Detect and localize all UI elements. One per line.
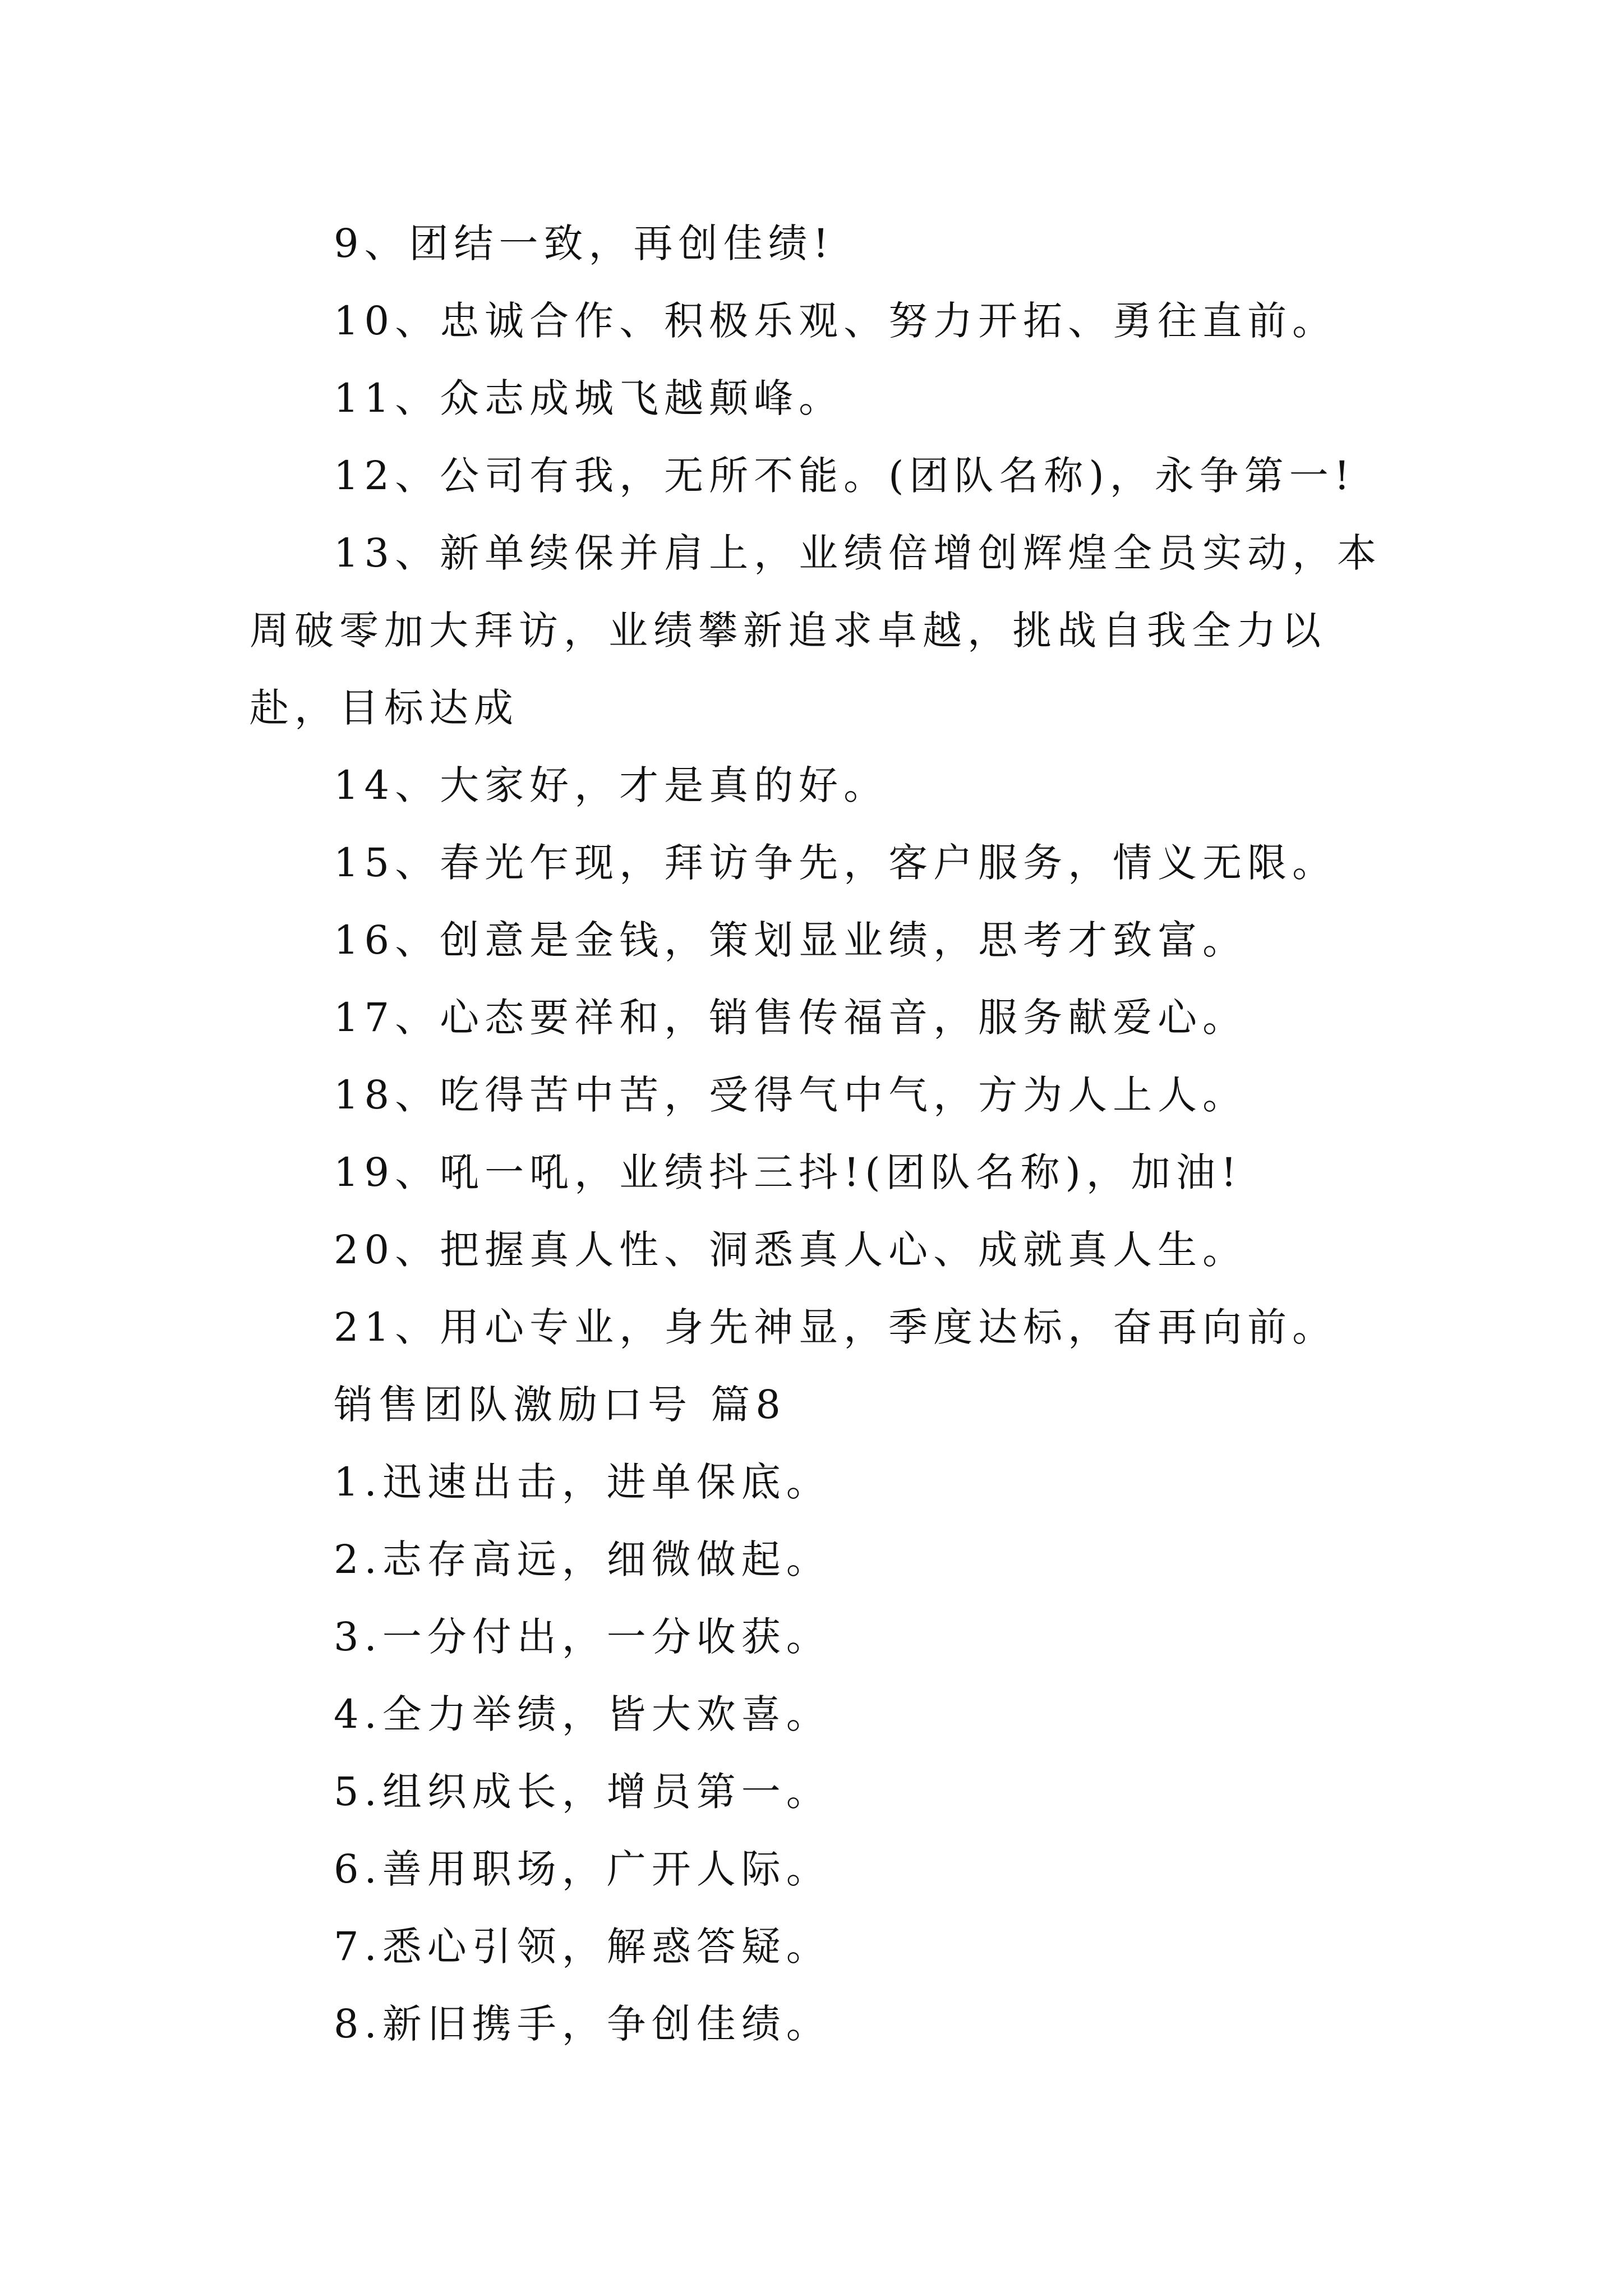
list-item: 21、用心专业，身先神显，季度达标，奋再向前。 [334,1304,1338,1350]
list-item: 16、创意是金钱，策划显业绩，思考才致富。 [334,917,1248,963]
list-item: 20、把握真人性、洞悉真人心、成就真人生。 [334,1227,1248,1273]
paragraph-13: 13、新单续保并肩上，业绩倍增创辉煌全员实动，本周破零加大拜访，业绩攀新追求卓越，挑战自我全力以赴，目标达成 [250,530,1382,731]
list-item: 10、忠诚合作、积极乐观、努力开拓、勇往直前。 [334,298,1338,344]
list-item: 6.善用职场，广开人际。 [334,1846,831,1892]
list-item: 2.志存高远，细微做起。 [334,1536,831,1582]
list-item: 8.新旧携手，争创佳绩。 [334,2001,831,2047]
list-item: 1.迅速出击，进单保底。 [334,1459,831,1505]
list-item: 19、吼一吼，业绩抖三抖!(团队名称)，加油! [334,1149,1242,1195]
list-item: 14、大家好，才是真的好。 [334,762,889,808]
list-item: 12、公司有我，无所不能。(团队名称)，永争第一! [334,453,1355,499]
list-item: 15、春光乍现，拜访争先，客户服务，情义无限。 [334,840,1338,886]
list-item: 5.组织成长，增员第一。 [334,1769,831,1815]
document-body [250,205,1394,2063]
list-item: 18、吃得苦中苦，受得气中气，方为人上人。 [334,1072,1248,1118]
list-item: 11、众志成城飞越颠峰。 [334,375,844,421]
list-item: 4.全力举绩，皆大欢喜。 [334,1691,831,1737]
section-heading: 销售团队激励口号 篇8 [334,1382,786,1428]
list-item: 3.一分付出，一分收获。 [334,1614,831,1660]
list-item: 9、团结一致，再创佳绩! [334,220,834,266]
list-item: 17、心态要祥和，销售传福音，服务献爱心。 [334,995,1248,1041]
list-item: 7.悉心引领，解惑答疑。 [334,1924,831,1970]
